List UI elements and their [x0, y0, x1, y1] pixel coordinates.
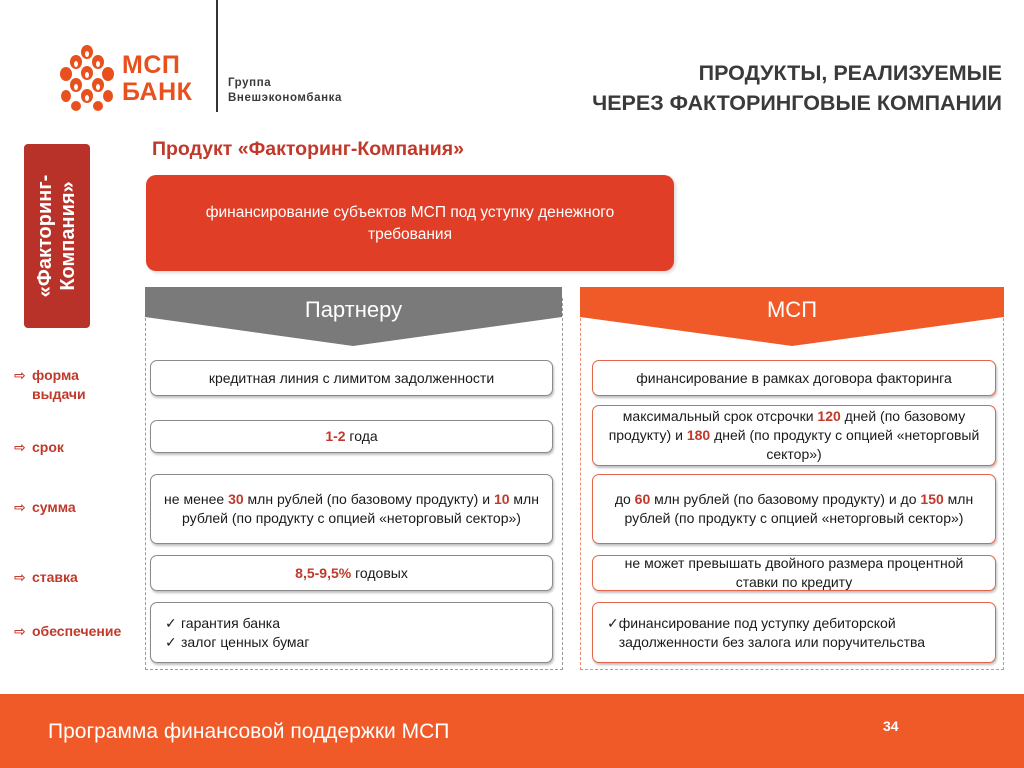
- msp-column-header: [580, 287, 1004, 347]
- arrow-right-icon: ⇨: [14, 367, 26, 383]
- logo-name-line1: МСП: [122, 51, 181, 79]
- vertical-tab-line1: «Факторинг-: [34, 174, 56, 298]
- msp-security-cell: [592, 602, 996, 663]
- row-label-form: [14, 366, 86, 404]
- slide-title-line1: ПРОДУКТЫ, РЕАЛИЗУЕМЫЕ: [698, 61, 1002, 85]
- partner-rate-suffix: годовых: [351, 564, 408, 581]
- msp-term-text: [603, 407, 985, 464]
- row-label-security-text: обеспечение: [32, 623, 122, 639]
- partner-amount-text: [161, 490, 542, 528]
- row-label-security: [14, 622, 121, 641]
- msp-form-text: финансирование в рамках договора факторинга: [636, 369, 952, 386]
- msp-rate-cell: [592, 555, 996, 591]
- logo-name: [122, 52, 192, 106]
- partner-amount-value2: 10: [493, 491, 510, 507]
- logo-name-line2: БАНК: [122, 78, 193, 106]
- msp-amount-part1: до: [614, 491, 635, 507]
- row-label-form-line2: выдачи: [32, 386, 86, 402]
- partner-term-cell: [150, 420, 553, 453]
- msp-term-value2: 180: [686, 427, 711, 443]
- arrow-right-icon: ⇨: [14, 499, 26, 515]
- logo-group-text: [228, 76, 342, 106]
- msp-amount-part3: млн рублей (по продукту с опцией «неторговый сектор»): [624, 491, 974, 526]
- msp-amount-value2: 150: [920, 491, 944, 507]
- partner-amount-part2: млн рублей (по базовому продукту) и: [243, 491, 494, 507]
- msp-amount-text: [603, 490, 985, 528]
- msp-term-part2: дней (по базовому продукту) и: [608, 408, 966, 443]
- row-label-form-line1: форма: [32, 367, 79, 383]
- partner-term-value: 1-2: [325, 428, 346, 444]
- vertical-tab-line2: Компания»: [57, 181, 79, 291]
- pinecone-logo-icon: [56, 44, 118, 112]
- row-label-rate-text: ставка: [32, 569, 78, 585]
- partner-amount-part1: не менее: [164, 491, 229, 507]
- slide-title-line2: ЧЕРЕЗ ФАКТОРИНГОВЫЕ КОМПАНИИ: [592, 91, 1002, 115]
- msp-form-cell: [592, 360, 996, 396]
- msp-amount-cell: [592, 474, 996, 544]
- msp-security-list: [607, 614, 985, 652]
- partner-amount-part3: млн рублей (по продукту с опцией «неторговый сектор»): [182, 491, 539, 526]
- msp-amount-part2: млн рублей (по базовому продукту) и до: [650, 491, 921, 507]
- slide-title: [592, 58, 1002, 118]
- row-label-amount: [14, 498, 76, 517]
- arrow-right-icon: ⇨: [14, 623, 26, 639]
- partner-amount-value1: 30: [228, 491, 244, 507]
- partner-term-text: [325, 427, 377, 446]
- partner-form-text: кредитная линия с лимитом задолженности: [208, 369, 495, 386]
- arrow-right-icon: ⇨: [14, 439, 26, 455]
- partner-security-list: [165, 614, 309, 652]
- page-number: 34: [883, 718, 899, 734]
- msp-term-part1: максимальный срок отсрочки: [622, 408, 818, 424]
- arrow-right-icon: ⇨: [14, 569, 26, 585]
- partner-amount-cell: [150, 474, 553, 544]
- logo-divider: [216, 0, 218, 112]
- vertical-tab: [24, 144, 90, 328]
- msp-term-part3: дней (по продукту с опцией «неторговый сектор»): [710, 427, 980, 462]
- product-title: Продукт «Факторинг-Компания»: [152, 138, 464, 160]
- vertical-tab-text: [34, 144, 80, 328]
- list-item: ✓ залог ценных бумаг: [165, 633, 309, 652]
- msp-rate-text: не может превышать двойного размера процентной ставки по кредиту: [624, 555, 964, 590]
- partner-rate-value: 8,5-9,5%: [295, 564, 352, 581]
- partner-form-cell: [150, 360, 553, 396]
- partner-term-suffix: года: [345, 428, 378, 444]
- logo-group-line1: Группа: [228, 77, 272, 89]
- partner-column-header: [145, 287, 562, 347]
- partner-rate-cell: [150, 555, 553, 591]
- msp-amount-value1: 60: [634, 491, 651, 507]
- list-item: ✓ гарантия банка: [165, 614, 309, 633]
- row-label-amount-text: сумма: [32, 499, 76, 515]
- msp-term-cell: [592, 405, 996, 466]
- row-label-term-text: срок: [32, 439, 64, 455]
- msp-bank-logo: [56, 44, 366, 114]
- footer-program-text: Программа финансовой поддержки МСП: [48, 720, 450, 743]
- msp-term-value1: 120: [817, 408, 841, 424]
- partner-security-cell: [150, 602, 553, 663]
- footer-bar: [0, 694, 1024, 768]
- row-label-rate: [14, 568, 78, 587]
- product-description-box: финансирование субъектов МСП под уступку денежного требования: [146, 175, 674, 271]
- row-label-term: [14, 438, 64, 457]
- msp-header-label: МСП: [766, 297, 818, 322]
- partner-rate-text: [295, 564, 408, 583]
- partner-header-label: Партнеру: [304, 297, 403, 322]
- logo-group-line2: Внешэкономбанка: [228, 92, 342, 104]
- list-item: ✓ финансирование под уступку дебиторской задолженности без залога или поручительства: [607, 614, 985, 652]
